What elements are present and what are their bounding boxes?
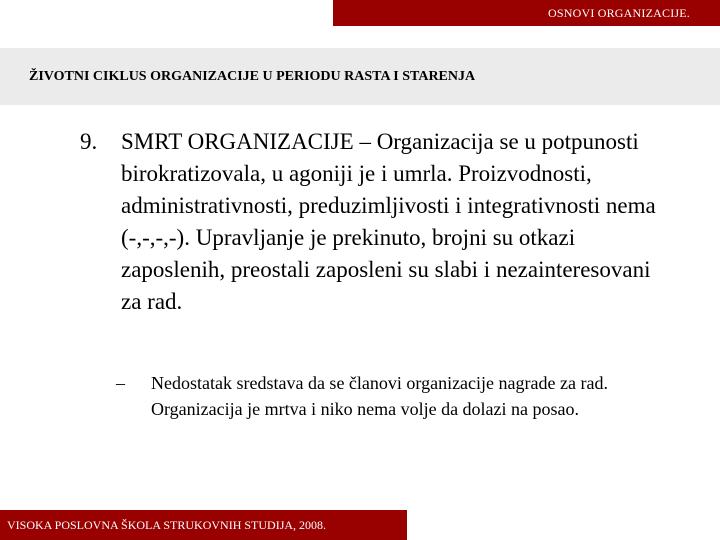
main-point-text	[121, 126, 676, 318]
main-point-body: – Organizacija se u potpunosti birokratizovala, u agoniji je i umrla. Proizvodnosti, administrativnosti, preduzimljivosti i integrativnosti nema (-,-,-,-). Upravljanje je prekinuto, brojni su otkazi zaposlenih, preostali zaposleni su slabi i nezainteresovani za rad.	[121, 129, 656, 314]
footer-banner	[0, 510, 407, 540]
main-point-heading: SMRT ORGANIZACIJE	[121, 129, 354, 154]
footer-banner-text: VISOKA POSLOVNA ŠKOLA STRUKOVNIH STUDIJA, 2008.	[7, 518, 327, 532]
slide-title	[0, 48, 720, 105]
header-banner	[333, 0, 720, 26]
header-banner-text: OSNOVI ORGANIZACIJE.	[548, 6, 690, 20]
main-point-number: 9.	[80, 129, 98, 154]
sub-point	[116, 370, 676, 422]
sub-point-text: Nedostatak sredstava da se članovi organizacije nagrade za rad. Organizacija je mrtva i niko nema volje da dolazi na posao.	[151, 373, 608, 419]
main-point	[80, 126, 680, 318]
sub-point-marker: –	[116, 373, 125, 393]
slide-title-text: ŽIVOTNI CIKLUS ORGANIZACIJE U PERIODU RASTA I STARENJA	[29, 69, 476, 84]
